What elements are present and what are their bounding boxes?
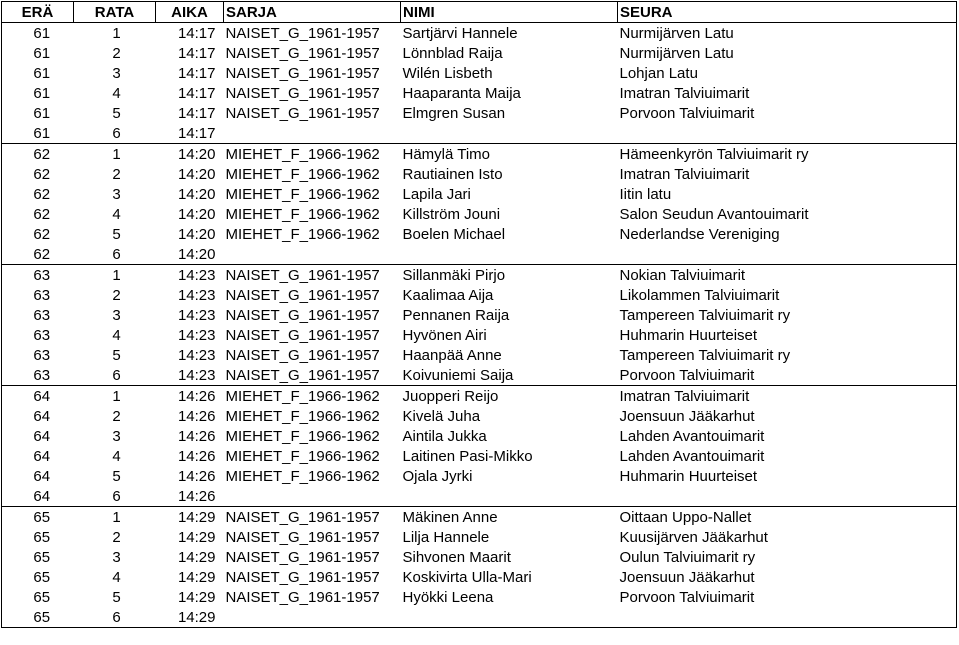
cell-nimi: Kivelä Juha [402, 407, 481, 425]
cell-aika: 14:29 [177, 588, 216, 606]
cell-era: 65 [2, 547, 74, 567]
cell-sarja: MIEHET_F_1966-1962 [225, 205, 380, 223]
cell-sarja [224, 123, 401, 144]
cell-era: 63 [2, 265, 74, 286]
table-row [2, 446, 957, 466]
cell-sarja: NAISET_G_1961-1957 [225, 24, 380, 42]
cell-nimi: Lapila Jari [402, 185, 471, 203]
table-row [2, 426, 957, 446]
table-body [2, 23, 957, 628]
cell-seura [618, 607, 957, 628]
cell-era: 62 [2, 164, 74, 184]
cell-aika: 14:17 [156, 123, 224, 144]
cell-rata: 5 [112, 346, 121, 364]
header-era: ERÄ [2, 2, 74, 23]
cell-rata: 3 [112, 427, 121, 445]
header-nimi: NIMI [401, 2, 618, 23]
cell-seura: Hämeenkyrön Talviuimarit ry [618, 144, 957, 165]
cell-seura: Porvoon Talviuimarit [618, 365, 957, 386]
cell-rata: 6 [74, 607, 156, 628]
cell-sarja: NAISET_G_1961-1957 [225, 528, 380, 546]
cell-seura [618, 123, 957, 144]
cell-nimi: Lilja Hannele [402, 528, 490, 546]
cell-nimi [401, 123, 618, 144]
table-row [2, 365, 957, 386]
heat-list-table [1, 1, 957, 628]
cell-rata: 1 [112, 145, 121, 163]
cell-era: 64 [2, 406, 74, 426]
cell-aika: 14:20 [177, 225, 216, 243]
cell-rata: 4 [112, 326, 121, 344]
cell-seura: Oulun Talviuimarit ry [618, 547, 957, 567]
cell-sarja [224, 244, 401, 265]
cell-era: 61 [2, 43, 74, 63]
cell-seura: Lahden Avantouimarit [618, 426, 957, 446]
cell-sarja: MIEHET_F_1966-1962 [225, 427, 380, 445]
cell-aika: 14:29 [177, 508, 216, 526]
cell-nimi: Mäkinen Anne [402, 508, 498, 526]
cell-era: 62 [2, 244, 74, 265]
cell-rata: 2 [112, 44, 121, 62]
cell-sarja: NAISET_G_1961-1957 [225, 588, 380, 606]
table-row [2, 345, 957, 365]
cell-nimi: Koivuniemi Saija [401, 365, 618, 386]
cell-rata: 2 [112, 407, 121, 425]
cell-era: 61 [2, 83, 74, 103]
table-row [2, 386, 957, 407]
cell-era: 62 [2, 224, 74, 244]
cell-era: 61 [2, 63, 74, 83]
cell-seura: Porvoon Talviuimarit [618, 103, 957, 123]
cell-seura: Nokian Talviuimarit [618, 265, 957, 286]
cell-sarja: NAISET_G_1961-1957 [225, 64, 380, 82]
cell-sarja: MIEHET_F_1966-1962 [225, 185, 380, 203]
cell-rata: 2 [112, 528, 121, 546]
cell-era: 64 [2, 466, 74, 486]
cell-sarja: NAISET_G_1961-1957 [225, 306, 380, 324]
cell-aika: 14:23 [177, 306, 216, 324]
cell-seura: Likolammen Talviuimarit [618, 285, 957, 305]
cell-nimi [401, 607, 618, 628]
cell-rata: 6 [74, 244, 156, 265]
cell-nimi: Haanpää Anne [402, 346, 502, 364]
cell-nimi: Juopperi Reijo [402, 387, 499, 405]
cell-sarja: MIEHET_F_1966-1962 [225, 447, 380, 465]
cell-aika: 14:17 [177, 24, 216, 42]
cell-aika: 14:29 [177, 548, 216, 566]
cell-aika: 14:26 [177, 407, 216, 425]
cell-aika: 14:26 [177, 467, 216, 485]
cell-nimi: Rautiainen Isto [402, 165, 503, 183]
cell-sarja: MIEHET_F_1966-1962 [225, 225, 380, 243]
table-row [2, 507, 957, 528]
cell-aika: 14:23 [177, 346, 216, 364]
cell-aika: 14:23 [177, 266, 216, 284]
cell-sarja: NAISET_G_1961-1957 [225, 44, 380, 62]
cell-era: 65 [2, 507, 74, 528]
cell-aika: 14:26 [177, 387, 216, 405]
cell-era: 64 [2, 486, 74, 507]
cell-rata: 2 [112, 286, 121, 304]
cell-era: 63 [2, 305, 74, 325]
cell-aika: 14:29 [177, 528, 216, 546]
cell-seura [618, 486, 957, 507]
cell-nimi: Sillanmäki Pirjo [402, 266, 506, 284]
cell-sarja: NAISET_G_1961-1957 [225, 568, 380, 586]
cell-rata: 5 [112, 467, 121, 485]
table-row [2, 103, 957, 123]
cell-era: 65 [2, 607, 74, 628]
cell-sarja: NAISET_G_1961-1957 [225, 548, 380, 566]
cell-era: 62 [2, 144, 74, 165]
cell-era: 64 [2, 386, 74, 407]
cell-seura: Kuusijärven Jääkarhut [618, 527, 957, 547]
cell-era: 61 [2, 23, 74, 44]
cell-era: 61 [2, 103, 74, 123]
cell-aika: 14:29 [177, 568, 216, 586]
cell-sarja: NAISET_G_1961-1957 [225, 266, 380, 284]
cell-seura: Tampereen Talviuimarit ry [618, 305, 957, 325]
table-row [2, 265, 957, 286]
cell-rata: 6 [74, 486, 156, 507]
cell-seura: Huhmarin Huurteiset [618, 325, 957, 345]
cell-seura: Nederlandse Vereniging [618, 224, 957, 244]
cell-seura: Porvoon Talviuimarit [618, 587, 957, 607]
cell-era: 64 [2, 426, 74, 446]
cell-aika: 14:23 [156, 365, 224, 386]
cell-seura: Joensuun Jääkarhut [618, 406, 957, 426]
table-row [2, 406, 957, 426]
cell-sarja: NAISET_G_1961-1957 [225, 104, 380, 122]
cell-era: 62 [2, 184, 74, 204]
table-row [2, 305, 957, 325]
cell-sarja: NAISET_G_1961-1957 [225, 326, 380, 344]
cell-era: 63 [2, 345, 74, 365]
table-row [2, 23, 957, 44]
cell-seura: Huhmarin Huurteiset [618, 466, 957, 486]
cell-rata: 1 [112, 266, 121, 284]
cell-era: 62 [2, 204, 74, 224]
cell-era: 63 [2, 365, 74, 386]
cell-aika: 14:26 [177, 447, 216, 465]
table-row [2, 587, 957, 607]
cell-aika: 14:20 [177, 165, 216, 183]
cell-nimi: Pennanen Raija [402, 306, 510, 324]
cell-seura: Joensuun Jääkarhut [618, 567, 957, 587]
cell-nimi: Hyvönen Airi [402, 326, 487, 344]
cell-seura: Imatran Talviuimarit [618, 386, 957, 407]
cell-nimi: Koskivirta Ulla-Mari [402, 568, 532, 586]
cell-nimi: Laitinen Pasi-Mikko [402, 447, 533, 465]
cell-rata: 5 [112, 225, 121, 243]
cell-aika: 14:17 [177, 44, 216, 62]
cell-aika: 14:26 [177, 427, 216, 445]
table-row [2, 486, 957, 507]
cell-seura: Imatran Talviuimarit [618, 164, 957, 184]
table-row [2, 244, 957, 265]
table-row [2, 567, 957, 587]
cell-seura [618, 244, 957, 265]
cell-era: 63 [2, 325, 74, 345]
cell-sarja [224, 486, 401, 507]
cell-rata: 6 [74, 123, 156, 144]
table-row [2, 285, 957, 305]
header-rata: RATA [74, 2, 156, 23]
cell-seura: Salon Seudun Avantouimarit [618, 204, 957, 224]
table-row [2, 144, 957, 165]
cell-aika: 14:20 [156, 244, 224, 265]
cell-rata: 1 [112, 387, 121, 405]
table-row [2, 325, 957, 345]
cell-rata: 4 [112, 84, 121, 102]
cell-nimi: Ojala Jyrki [402, 467, 473, 485]
cell-nimi: Sihvonen Maarit [402, 548, 511, 566]
table-row [2, 204, 957, 224]
cell-aika: 14:23 [177, 286, 216, 304]
cell-seura: Iitin latu [618, 184, 957, 204]
cell-rata: 3 [112, 185, 121, 203]
cell-nimi [401, 486, 618, 507]
header-sarja: SARJA [224, 2, 401, 23]
cell-rata: 2 [112, 165, 121, 183]
cell-rata: 3 [112, 64, 121, 82]
cell-aika: 14:20 [177, 185, 216, 203]
cell-rata: 4 [112, 568, 121, 586]
cell-aika: 14:17 [177, 84, 216, 102]
table-row [2, 184, 957, 204]
cell-seura: Imatran Talviuimarit [618, 83, 957, 103]
cell-sarja: NAISET_G_1961-1957 [225, 346, 380, 364]
cell-nimi: Wilén Lisbeth [402, 64, 493, 82]
cell-seura: Tampereen Talviuimarit ry [618, 345, 957, 365]
table-row [2, 63, 957, 83]
cell-seura: Nurmijärven Latu [618, 23, 957, 44]
cell-aika: 14:20 [177, 205, 216, 223]
cell-nimi: Hyökki Leena [402, 588, 494, 606]
table-row [2, 83, 957, 103]
table-row [2, 123, 957, 144]
cell-nimi: Killström Jouni [402, 205, 501, 223]
cell-era: 63 [2, 285, 74, 305]
table-row [2, 527, 957, 547]
header-aika: AIKA [156, 2, 224, 23]
cell-rata: 4 [112, 447, 121, 465]
cell-sarja: NAISET_G_1961-1957 [224, 365, 401, 386]
cell-sarja: NAISET_G_1961-1957 [225, 84, 380, 102]
cell-nimi: Boelen Michael [402, 225, 506, 243]
cell-rata: 4 [112, 205, 121, 223]
table-row [2, 224, 957, 244]
table-row [2, 547, 957, 567]
cell-nimi: Aintila Jukka [402, 427, 487, 445]
cell-era: 65 [2, 527, 74, 547]
cell-nimi: Sartjärvi Hannele [402, 24, 518, 42]
cell-era: 61 [2, 123, 74, 144]
cell-sarja: NAISET_G_1961-1957 [225, 286, 380, 304]
cell-sarja [224, 607, 401, 628]
cell-rata: 5 [112, 588, 121, 606]
cell-sarja: MIEHET_F_1966-1962 [225, 467, 380, 485]
cell-seura: Oittaan Uppo-Nallet [618, 507, 957, 528]
table-row [2, 43, 957, 63]
cell-rata: 1 [112, 508, 121, 526]
table-row [2, 164, 957, 184]
cell-era: 65 [2, 567, 74, 587]
cell-seura: Nurmijärven Latu [618, 43, 957, 63]
cell-seura: Lahden Avantouimarit [618, 446, 957, 466]
cell-sarja: NAISET_G_1961-1957 [225, 508, 380, 526]
header-seura: SEURA [618, 2, 957, 23]
cell-rata: 1 [112, 24, 121, 42]
cell-aika: 14:17 [177, 104, 216, 122]
cell-sarja: MIEHET_F_1966-1962 [225, 387, 380, 405]
cell-nimi: Haaparanta Maija [402, 84, 521, 102]
cell-rata: 3 [112, 306, 121, 324]
cell-sarja: MIEHET_F_1966-1962 [225, 407, 380, 425]
cell-sarja: MIEHET_F_1966-1962 [225, 165, 380, 183]
cell-nimi: Hämylä Timo [402, 145, 491, 163]
cell-nimi: Elmgren Susan [402, 104, 506, 122]
cell-nimi [401, 244, 618, 265]
table-row [2, 466, 957, 486]
cell-sarja: MIEHET_F_1966-1962 [225, 145, 380, 163]
header-row [2, 2, 957, 23]
cell-nimi: Lönnblad Raija [402, 44, 503, 62]
table-header [2, 2, 957, 23]
cell-era: 64 [2, 446, 74, 466]
table-row [2, 607, 957, 628]
cell-rata: 6 [74, 365, 156, 386]
cell-nimi: Kaalimaa Aija [402, 286, 494, 304]
cell-aika: 14:29 [156, 607, 224, 628]
cell-seura: Lohjan Latu [618, 63, 957, 83]
cell-aika: 14:17 [177, 64, 216, 82]
cell-aika: 14:20 [177, 145, 216, 163]
cell-aika: 14:26 [156, 486, 224, 507]
cell-rata: 3 [112, 548, 121, 566]
cell-aika: 14:23 [177, 326, 216, 344]
cell-era: 65 [2, 587, 74, 607]
cell-rata: 5 [112, 104, 121, 122]
